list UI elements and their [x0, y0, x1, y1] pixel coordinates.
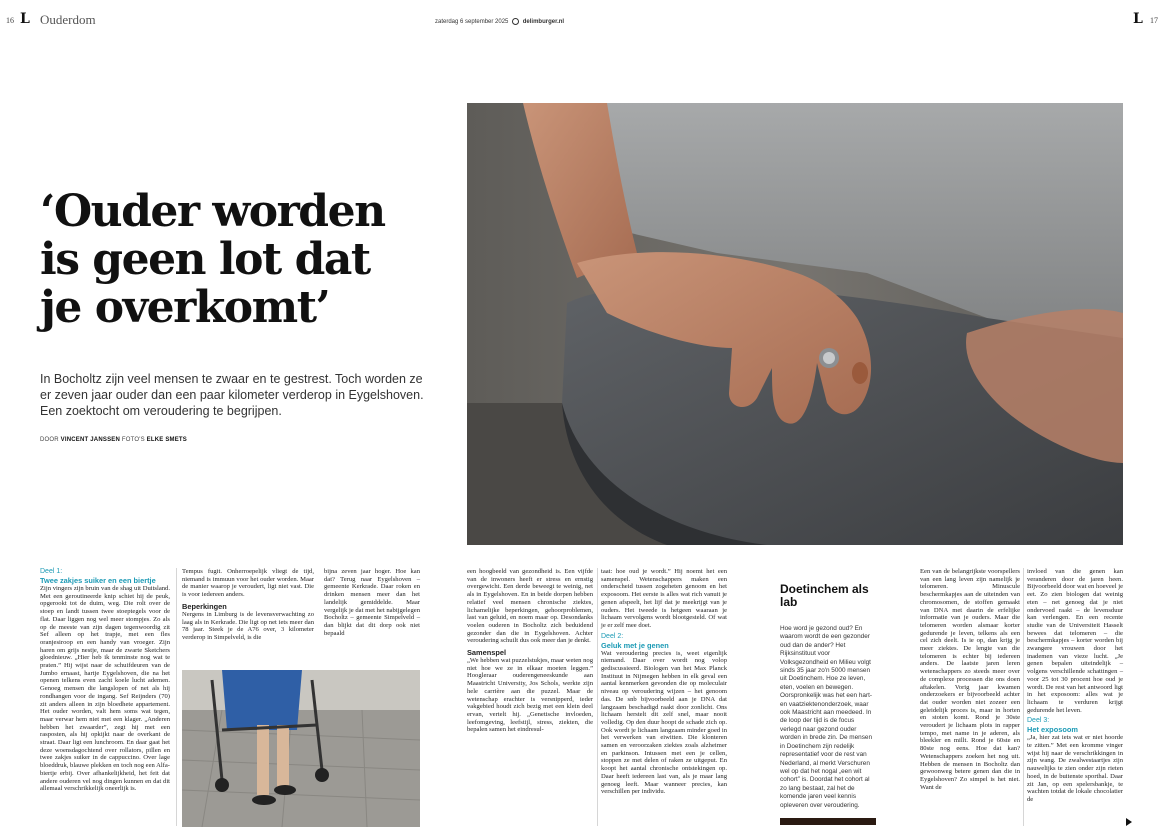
subheading: Geluk met je genen — [601, 640, 669, 650]
main-photo-hand-ring — [467, 103, 1123, 545]
part-label: Deel 1: — [40, 568, 63, 575]
subheading: Twee zakjes suiker en een biertje — [40, 576, 156, 585]
article-column-7 — [920, 568, 1020, 791]
continue-arrow-icon — [1126, 818, 1132, 826]
part-label: Deel 2: — [601, 632, 624, 640]
photographer-name: ELKE SMETS — [146, 437, 187, 443]
column-divider — [176, 568, 177, 826]
article-column-8 — [1027, 568, 1123, 804]
body-text: „We hebben wat puzzelstukjes, maar weten nog niet hoe we ze in elkaar moeten leggen.” Hoogleraar ouderengeneeskunde aan Maastricht University, Jos Schols, werkte zijn hele carrière aan die puzzel. Maar de wetenschap erachter is versnipperd, ieder vakgebied houdt zich bezig met een klein deel ervan, vertelt hij. „Genetische invloeden, leefomgeving, leefstijl, stress, ziekten, die bepalen samen het eindresul- — [467, 657, 593, 734]
sidebar-box — [780, 583, 876, 810]
column-divider — [597, 568, 598, 826]
globe-icon — [512, 18, 519, 25]
body-text: een hoogbeeld van gezondheid is. Een vijfde van de inwoners heeft er stress en ernstig overgewicht. Een derde beweegt te weinig, net als in Eygelshoven. En in beide dorpen hebben relatief veel mensen chronische ziektes, lichamelijke beperkingen, gehoorproblemen, last van geluid, en noem maar op. Desondanks voelen ouderen in Bocholtz zich beduidend gezonder dan die in Eygelshoven. Achter veroudering schuilt dus ook meer dan je denkt. — [467, 568, 593, 645]
headline-line: is geen lot dat — [40, 234, 370, 285]
headline-line: ‘Ouder worden — [40, 186, 385, 237]
sidebar-bottom-bar — [780, 818, 876, 825]
lead-paragraph: In Bocholtz zijn veel mensen te zwaar en te gestrest. Toch worden ze er zeven jaar ouder dan een paar kilometer verderop in Eygelshoven. Een zoektocht om veroudering te begrijpen. — [40, 372, 424, 418]
body-text: „Ja, hier zat iets wat er niet hoorde te zitten.” Met een kromme vinger wijst hij naar de verschrikkingen in zijn wang. De zwalwestaartjes zijn nauwelijks te zien onder zijn rieten hoed, in de buitenste sporthal. Daar zit Jan, op een spelersbankje, te wachten totdat de lokale chocolatier de — [1027, 734, 1123, 803]
newspaper-logo-left: L — [20, 11, 29, 27]
column-divider — [1023, 568, 1024, 826]
byline: DOOR VINCENT JANSSEN FOTO'S ELKE SMETS — [40, 437, 187, 443]
article-column-2 — [182, 568, 314, 642]
author-name: VINCENT JANSSEN — [60, 437, 121, 443]
body-text: Een van de belangrijkste voorspellers van een lang leven zijn namelijk je telomeren. Minuscule beschermkapjes aan de uiteinden van chromosomen, de stoffen gemaakt van DNA met daarin de erfelijke informatie van je ouders. Maar die telomeren worden alsmaar korter gedurende je leven, telkens als een cel zich deelt. Is ie op, dan krijg je meer ziektes. De lengte van die telomeren is echter bij iedereen anders. De laatste jaren leren wetenschappers zo steeds meer over de complexe processen die ons doen aftakelen. Vorig jaar kwamen onderzoekers er bijvoorbeeld achter dat ouder worden niet zozeer een geleidelijk proces is, maar in horten en stoten komt. Rond je 30ste veroudert je lichaam plots in rapper tempo, met name in je aderen, als bleekler en millt. Rond je 60ste en 80ste nog eens. Hoe dat kan? Wetenschappers zoeken het nog uit. Hebben de mensen in Bocholtz dan gewoonweg betere genen dan die in Eygelshoven? Zo simpel is het niet. Want de — [920, 568, 1020, 791]
headline — [40, 188, 385, 332]
article-column-5 — [601, 568, 727, 796]
body-text: bijna zeven jaar hoger. Hoe kan dat? Terug naar Eygelshoven – gemeente Kerkrade. Daar roken en drinken mensen meer dan het landelijk gemiddelde. Maar vergelijk je dat met het nabijgelegen Bocholtz – gemeente Simpelveld – dan blijkt dat dit dorp ook niet bepaald — [324, 568, 421, 637]
part-label: Deel 3: — [1027, 717, 1050, 725]
subheading: Het exposoom — [1027, 725, 1078, 735]
site-url: delimburger.nl — [522, 19, 565, 26]
dateline — [435, 18, 564, 25]
page-number-left: 16 — [6, 16, 14, 25]
newspaper-logo-right: L — [1133, 11, 1142, 27]
article-column-3 — [324, 568, 420, 637]
sidebar-text: Hoe word je gezond oud? En waarom wordt de een gezonder oud dan de ander? Het Rijksinstituut voor Volksgezondheid en Milieu volgt sinds 35 jaar zo'n 5000 mensen uit Doetinchem. Hoe ze leven, eten, voelen en bewegen. Oorspronkelijk was het een hart- en vaatziektenonderzoek, waar ook Maastricht aan meedeed. In de loop der tijd is de focus verlegd naar gezond ouder worden in brede zin. De mensen in Doetinchem zijn redelijk representatief voor de rest van Nederland, al merkt Verschuren wel op dat het nogal „een wit cohort” is. Doordat het cohort al zo lang bestaat, zal het de komende jaren veel kennis opleveren over veroudering. — [780, 625, 873, 809]
page-number-right: 17 — [1150, 16, 1158, 25]
body-text: taat: hoe oud je wordt.” Hij noemt het een samenspel. Wetenschappers maken een onderscheid tussen zogeheten genoom en het exposoom. Het eerste is alles wat rich vanuit je genen afspeelt, het lijf dat je meekrijgt van je ouders. Het tweede is hetgeen waaraan je lichaam vervolgens wordt blootgesteld. Of wat je er zelf mee doet. — [601, 568, 727, 629]
headline-line: je overkomt’ — [40, 282, 330, 333]
body-text: Wat veroudering precies is, weet eigenlijk niemand. Daar over wordt nog volop gediscussieerd. Biologen van het Max Planck Instituut in Nijmegen hebben in elk geval een aantal kenmerken gevonden die op moleculair niveau op veroudering wijzen – het genoom das. De snb bijvoorbeeld aan je DNA dat langzaam beschadigd raakt door zonlicht. Ons lichaam herstelt dit zelf snel, maar nooit volledig. Op den duur hoopt de schade zich op. Ook wordt je lichaam langzaam minder goed in het verwerken van eiwitten. Die klonteren samen en veroorzaken ziektes zoals alzheimer en parkinson. Intussen met een je cellen, stoppen ze met delen of raken ze uitgeput. En koopt het aantal chronische ontstekingen op. Daar heeft iedereen last van, als je maar lang genoeg leeft. Maar wanneer precies, kan verschillen per individu. — [601, 649, 727, 796]
subheading: Beperkingen — [182, 601, 227, 611]
body-text: Nergens in Limburg is de levensverwachting zo laag als in Kerkrade. Die ligt op net iets meer dan 78 jaar. Steek je de A76 over, 3 kilometer verderop in Simpelveld, is die — [182, 610, 314, 641]
subheading: Samenspel — [467, 648, 507, 658]
body-text: Tempus fugit. Onherroepelijk vliegt de tijd, niemand is immuun voor het ouder worden. Maar de manier waarop je veroudert, ligt niet vast. Die is voor iedereen anders. — [182, 568, 314, 599]
section-title: Ouderdom — [40, 12, 96, 27]
body-text: invloed van die genen kan veranderen door de jaren heen. Bijvoorbeeld door wat en hoeveel je eet. Zo zien biologen dat weinig eten – net genoeg dat je niet ondervoed raakt – de levensduur kan verlengen. En een recente studie van de Universiteit Hasselt bewees dat telomeren – die beschermkapjes – korter worden bij zwangere vrouwen door het inademen van vieze lucht. „Je genen bepalen uiteindelijk – volgens verschillende schattingen – voor 25 tot 30 procent hoe oud je wordt. De rest van het antwoord ligt in het exposoom: alles wat je lichaam te verduren krijgt gedurende het leven. — [1027, 568, 1123, 714]
article-column-4 — [467, 568, 593, 734]
body-text: Zijn vingers zijn bruin van de shag uit Duitsland. Met een geroutineerde knip schiet hij de peuk, opgerookt tot de duim, weg. Die rolt over de stoep en landt tussen twee stoeptegels voor de flat. Daar liggen nog wel meer stompjes. Zo als op de meeste van zijn dagen tegenwoordig zit Sef alleen op het trapje, met een fles oranjesiroop en een handy van vroeger. Zijn haren om grijs nestje, maar de zwarte Sketchers gloednieuw. „Hier heb ik tenminste nog wat te praten.” Hij wijst naar de schuifdeuren van de Jumbo ernaast, hartje Eygelshoven, die na het openen telkens even zacht koele lucht ademen. Genoeg mensen die langslopen of net als hij rondhangen voor de ingang. Sef Reijnders (70) zit anders alleen in zijn bloedhete appartement. Het ouder worden, valt hem soms wat tegen, maar verwar hem niet met een klager. „Anderen hebben het zwaarder”, zegt hij met een rasposten, als hij opkijkt naar de overkant de straat. Daar ligt een lunchroom. En daar gaat het deze woensdagochtend over rollators, pillen en twee zakjes suiker in de cappuccino. Over lage bloeddruk, blauwe plekken en toch nog een Alfa-biertje erbij. Over afhankelijkheid, het feit dat andere ouderen vel nog dingen kunnen en dat dit allemaal verschrikkelijk oneerlijk is. — [40, 585, 171, 793]
article-column-1 — [40, 568, 170, 793]
sidebar-title: Doetinchem als lab — [780, 582, 869, 609]
issue-date: zaterdag 6 september 2025 — [435, 19, 509, 26]
photo-woman-rollator — [182, 670, 420, 827]
